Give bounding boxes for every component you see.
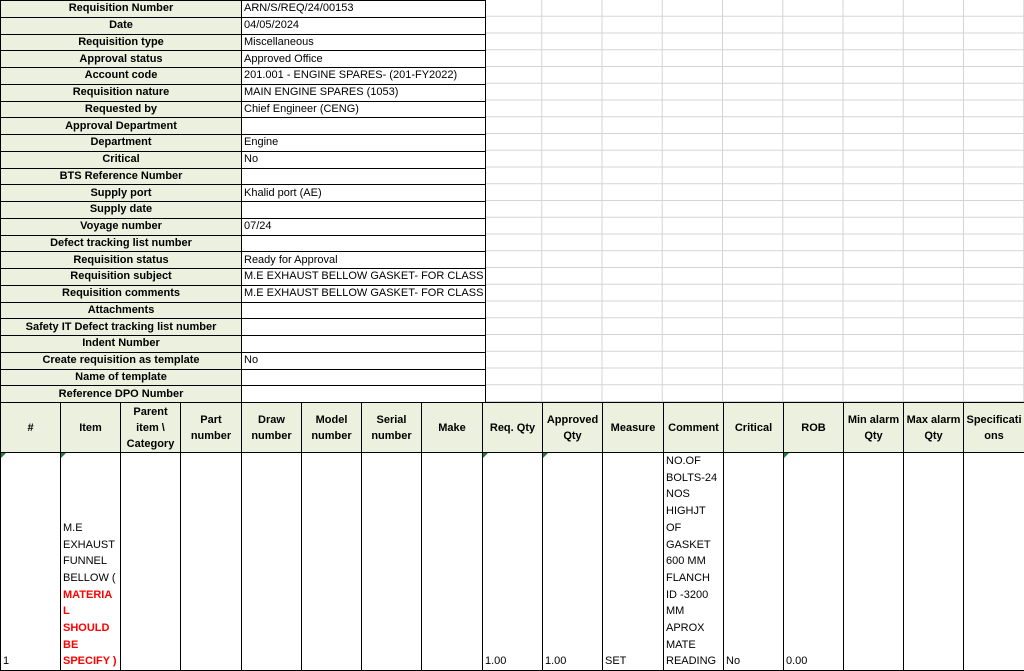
detail-value[interactable]: No [242, 151, 486, 168]
cell-item[interactable] [61, 453, 121, 671]
header-min-alarm-qty[interactable]: Min alarm Qty [844, 403, 904, 453]
detail-value[interactable]: Khalid port (AE) [242, 185, 486, 202]
detail-value[interactable] [242, 336, 486, 353]
detail-row [1, 369, 486, 386]
detail-row [1, 235, 486, 252]
cell-comment[interactable]: NO.OF BOLTS-24 NOS HIGHJT OF GASKET 600 MM FLANCH ID -3200 MM APROX MATE READING [664, 453, 724, 671]
header-make[interactable]: Make [422, 403, 483, 453]
detail-row [1, 386, 486, 403]
detail-label[interactable]: BTS Reference Number [1, 168, 242, 185]
cell-parent-item-category[interactable] [121, 453, 181, 671]
header-serial-number[interactable]: Serial number [362, 403, 422, 453]
header-req-qty[interactable]: Req. Qty [483, 403, 543, 453]
detail-row [1, 151, 486, 168]
detail-label[interactable]: Approval status [1, 51, 242, 68]
detail-row [1, 202, 486, 219]
detail-row [1, 84, 486, 101]
detail-row [1, 135, 486, 152]
detail-label[interactable]: Account code [1, 68, 242, 85]
detail-row [1, 34, 486, 51]
detail-label[interactable]: Indent Number [1, 336, 242, 353]
cell-max-alarm-qty[interactable] [904, 453, 964, 671]
detail-row [1, 218, 486, 235]
header-number[interactable]: # [1, 403, 61, 453]
table-row [1, 453, 1024, 671]
requisition-details-table [0, 0, 486, 403]
detail-label[interactable]: Requisition Number [1, 1, 242, 18]
cell-number[interactable]: 1 [1, 453, 61, 671]
detail-value[interactable]: Ready for Approval [242, 252, 486, 269]
cell-measure[interactable]: SET [603, 453, 664, 671]
detail-value[interactable] [242, 369, 486, 386]
detail-value[interactable] [242, 168, 486, 185]
detail-label[interactable]: Reference DPO Number [1, 386, 242, 403]
cell-specifications[interactable] [964, 453, 1024, 671]
cell-rob[interactable]: 0.00 [784, 453, 844, 671]
detail-value[interactable]: M.E EXHAUST BELLOW GASKET- FOR CLASS [242, 269, 486, 286]
detail-label[interactable]: Supply date [1, 202, 242, 219]
detail-label[interactable]: Defect tracking list number [1, 235, 242, 252]
detail-value[interactable]: 07/24 [242, 218, 486, 235]
cell-serial-number[interactable] [362, 453, 422, 671]
detail-label[interactable]: Safety IT Defect tracking list number [1, 319, 242, 336]
header-comment[interactable]: Comment [664, 403, 724, 453]
detail-label[interactable]: Department [1, 135, 242, 152]
detail-value[interactable] [242, 302, 486, 319]
detail-label[interactable]: Requisition type [1, 34, 242, 51]
detail-label[interactable]: Requested by [1, 101, 242, 118]
detail-row [1, 352, 486, 369]
detail-value[interactable] [242, 118, 486, 135]
detail-value[interactable]: Approved Office [242, 51, 486, 68]
header-max-alarm-qty[interactable]: Max alarm Qty [904, 403, 964, 453]
detail-label[interactable]: Voyage number [1, 218, 242, 235]
detail-label[interactable]: Approval Department [1, 118, 242, 135]
detail-row [1, 336, 486, 353]
header-part-number[interactable]: Part number [181, 403, 242, 453]
cell-model-number[interactable] [302, 453, 362, 671]
detail-label[interactable]: Critical [1, 151, 242, 168]
detail-value[interactable]: 04/05/2024 [242, 17, 486, 34]
detail-value[interactable]: 201.001 - ENGINE SPARES- (201-FY2022) [242, 68, 486, 85]
detail-label[interactable]: Date [1, 17, 242, 34]
cell-critical[interactable]: No [724, 453, 784, 671]
detail-value[interactable]: MAIN ENGINE SPARES (1053) [242, 84, 486, 101]
detail-value[interactable]: No [242, 352, 486, 369]
detail-row [1, 168, 486, 185]
detail-value[interactable]: ARN/S/REQ/24/00153 [242, 1, 486, 18]
header-draw-number[interactable]: Draw number [242, 403, 302, 453]
detail-label[interactable]: Supply port [1, 185, 242, 202]
header-item[interactable]: Item [61, 403, 121, 453]
detail-row [1, 1, 486, 18]
detail-row [1, 17, 486, 34]
detail-row [1, 285, 486, 302]
items-header-row [1, 403, 1024, 453]
cell-min-alarm-qty[interactable] [844, 453, 904, 671]
header-critical[interactable]: Critical [724, 403, 784, 453]
detail-label[interactable]: Requisition status [1, 252, 242, 269]
detail-row [1, 101, 486, 118]
detail-row [1, 302, 486, 319]
detail-label[interactable]: Requisition nature [1, 84, 242, 101]
detail-label[interactable]: Name of template [1, 369, 242, 386]
header-model-number[interactable]: Model number [302, 403, 362, 453]
cell-draw-number[interactable] [242, 453, 302, 671]
detail-row [1, 68, 486, 85]
cell-approved-qty[interactable]: 1.00 [543, 453, 603, 671]
detail-row [1, 118, 486, 135]
detail-row [1, 252, 486, 269]
detail-value[interactable] [242, 235, 486, 252]
header-measure[interactable]: Measure [603, 403, 664, 453]
header-specifications[interactable]: Specifications [964, 403, 1024, 453]
detail-label[interactable]: Requisition comments [1, 285, 242, 302]
detail-label[interactable]: Attachments [1, 302, 242, 319]
detail-value[interactable] [242, 386, 486, 403]
header-parent-item-category[interactable]: Parent item \ Category [121, 403, 181, 453]
detail-value[interactable]: M.E EXHAUST BELLOW GASKET- FOR CLASS [242, 285, 486, 302]
cell-req-qty[interactable]: 1.00 [483, 453, 543, 671]
detail-value[interactable]: Miscellaneous [242, 34, 486, 51]
cell-make[interactable] [422, 453, 483, 671]
cell-part-number[interactable] [181, 453, 242, 671]
detail-row [1, 185, 486, 202]
detail-row [1, 269, 486, 286]
detail-row [1, 51, 486, 68]
header-approved-qty[interactable]: Approved Qty [543, 403, 603, 453]
detail-value[interactable]: Chief Engineer (CENG) [242, 101, 486, 118]
header-rob[interactable]: ROB [784, 403, 844, 453]
requisition-items-table [0, 402, 1024, 671]
detail-label[interactable]: Requisition subject [1, 269, 242, 286]
detail-value[interactable]: Engine [242, 135, 486, 152]
item-warning-text: MATERIAL SHOULD BE SPECIFY ) [63, 589, 117, 668]
item-description: M.E EXHAUST FUNNEL BELLOW ( [63, 522, 116, 584]
detail-value[interactable] [242, 319, 486, 336]
detail-value[interactable] [242, 202, 486, 219]
detail-label[interactable]: Create requisition as template [1, 352, 242, 369]
detail-row [1, 319, 486, 336]
